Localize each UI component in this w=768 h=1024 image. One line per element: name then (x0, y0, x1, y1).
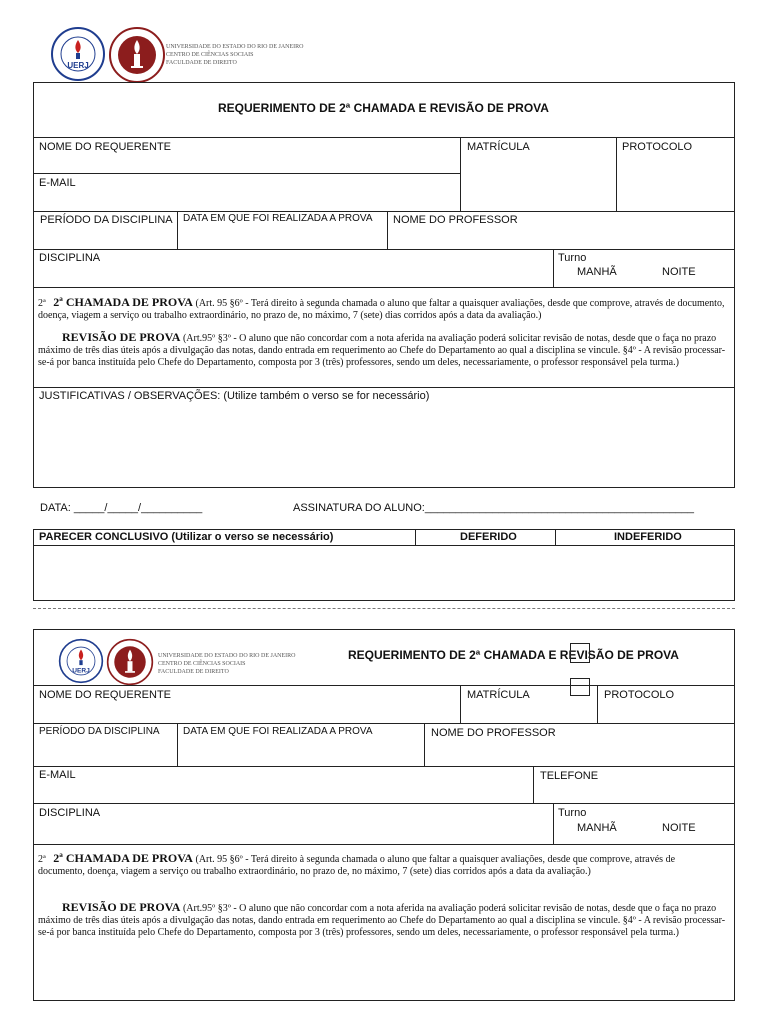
form1-deferido-label[interactable]: DEFERIDO (460, 531, 517, 543)
faculty-name: FACULDADE DE DIREITO (166, 60, 237, 66)
form2-checkbox-2[interactable] (570, 678, 590, 696)
form1-matricula-label: MATRÍCULA (467, 141, 530, 153)
faculty-seal-2 (106, 638, 154, 686)
form2-matricula-label: MATRÍCULA (467, 689, 530, 701)
form2-professor-label: NOME DO PROFESSOR (431, 727, 556, 739)
form2-revisao-title: REVISÃO DE PROVA (62, 900, 181, 914)
form1-assinatura-line[interactable]: ASSINATURA DO ALUNO:____________________________________________ (293, 502, 695, 514)
form1-manha-option[interactable]: MANHÃ (577, 266, 617, 278)
form1-justificativas-field[interactable] (34, 404, 734, 486)
form2-disciplina-label: DISCIPLINA (39, 807, 101, 819)
form2-segunda-chamada-text: 2ª 2ª CHAMADA DE PROVA (Art. 95 §6º - Terá direito à segunda chamada o aluno que faltar a quaisquer avaliações, desde que comprove, através de documento, doença, viagem a serviço ou trabalho extraordinário, no prazo de, no máximo, 7 (sete) dias corridos após a data da avaliação.) (38, 851, 676, 877)
form2-checkbox-1[interactable] (570, 643, 590, 663)
svg-text:UERJ: UERJ (67, 61, 89, 70)
form1-revisao-text: REVISÃO DE PROVA (Art.95º §3º - O aluno que não concordar com a nota aferida na avaliação poderá solicitar revisão de notas, desde que o faça no prazo máximo de três dias úteis após a divulgação das notas, dando entrada em requerimento ao Chefe do Departamento ao qual a disciplina se vincule. §4º - A revisão processar-se-á por banca instituída pelo Chefe do Departamento, composta por 3 (três) professores, sendo um deles, necessariamente, o professor responsável pela turma.) (38, 330, 726, 368)
form1-data-line[interactable]: DATA: _____/_____/__________ (40, 502, 203, 514)
center-name-2: CENTRO DE CIÊNCIAS SOCIAIS (158, 661, 246, 667)
form1-periodo-label: PERÍODO DA DISCIPLINA (40, 214, 173, 226)
cut-line (33, 608, 735, 609)
form2-segunda-title: 2ª CHAMADA DE PROVA (53, 851, 193, 865)
form1-data-prova-label: DATA EM QUE FOI REALIZADA A PROVA (183, 213, 373, 224)
uerj-logo-2 (58, 638, 104, 684)
svg-text:UERJ: UERJ (72, 667, 90, 675)
center-name: CENTRO DE CIÊNCIAS SOCIAIS (166, 52, 254, 58)
form2-periodo-label: PERÍODO DA DISCIPLINA (39, 726, 160, 737)
form1-nome-label: NOME DO REQUERENTE (39, 141, 172, 153)
form1-email-field[interactable] (90, 176, 455, 208)
form1-nome-field[interactable] (34, 156, 458, 173)
form2-nome-label: NOME DO REQUERENTE (39, 689, 172, 701)
form1-parecer-field[interactable] (34, 546, 734, 599)
form2-noite-option[interactable]: NOITE (662, 822, 696, 834)
form1-justificativas-label: JUSTIFICATIVAS / OBSERVAÇÕES: (Utilize também o verso se for necessário) (39, 390, 430, 402)
institution-block-2 (158, 652, 296, 676)
faculty-seal (108, 26, 166, 84)
university-name: UNIVERSIDADE DO ESTADO DO RIO DE JANEIRO (166, 44, 304, 50)
form1-protocolo-label: PROTOCOLO (622, 141, 693, 153)
form2-protocolo-label: PROTOCOLO (604, 689, 675, 701)
form2-turno-label: Turno (558, 807, 587, 819)
form1-noite-option[interactable]: NOITE (662, 266, 696, 278)
form1-email-label: E-MAIL (39, 177, 76, 189)
form2-revisao-text: REVISÃO DE PROVA (Art.95º §3º - O aluno que não concordar com a nota aferida na avaliação poderá solicitar revisão de notas, desde que o faça no prazo máximo de três dias úteis após a divulgação das notas, dando entrada em requerimento ao Chefe do Departamento ao qual a disciplina se vincule. §4º - A revisão processar-se-á por banca instituída pelo Chefe do Departamento, composta por 3 (três) professores, sendo um deles, necessariamente, o professor responsável pela turma.) (38, 900, 726, 938)
form1-segunda-chamada-text: 2ª 2ª CHAMADA DE PROVA (Art. 95 §6º - Terá direito à segunda chamada o aluno que faltar a quaisquer avaliações, desde que comprove, através de documento, doença, viagem a serviço ou trabalho extraordinário, no prazo de, no máximo, 7 (sete) dias corridos após a data da avaliação.) (38, 295, 725, 321)
uerj-logo (50, 26, 106, 82)
form1-segunda-title: 2ª CHAMADA DE PROVA (53, 295, 193, 309)
form1-turno-label: Turno (558, 252, 587, 264)
form1-disciplina-label: DISCIPLINA (39, 252, 101, 264)
form2-email-label: E-MAIL (39, 769, 76, 781)
form2-manha-option[interactable]: MANHÃ (577, 822, 617, 834)
form1-indeferido-label[interactable]: INDEFERIDO (614, 531, 682, 543)
form1-professor-label: NOME DO PROFESSOR (393, 214, 518, 226)
institution-block (166, 43, 304, 67)
university-name-2: UNIVERSIDADE DO ESTADO DO RIO DE JANEIRO (158, 653, 296, 659)
form1-parecer-label: PARECER CONCLUSIVO (Utilizar o verso se necessário) (39, 531, 334, 543)
faculty-name-2: FACULDADE DE DIREITO (158, 669, 229, 675)
form2-data-prova-label: DATA EM QUE FOI REALIZADA A PROVA (183, 726, 373, 737)
form1-revisao-title: REVISÃO DE PROVA (62, 330, 181, 344)
form2-telefone-label: TELEFONE (540, 770, 599, 782)
form2-title: REQUERIMENTO DE 2ª CHAMADA E REVISÃO DE PROVA (348, 648, 679, 662)
form1-title: REQUERIMENTO DE 2ª CHAMADA E REVISÃO DE PROVA (218, 101, 549, 115)
